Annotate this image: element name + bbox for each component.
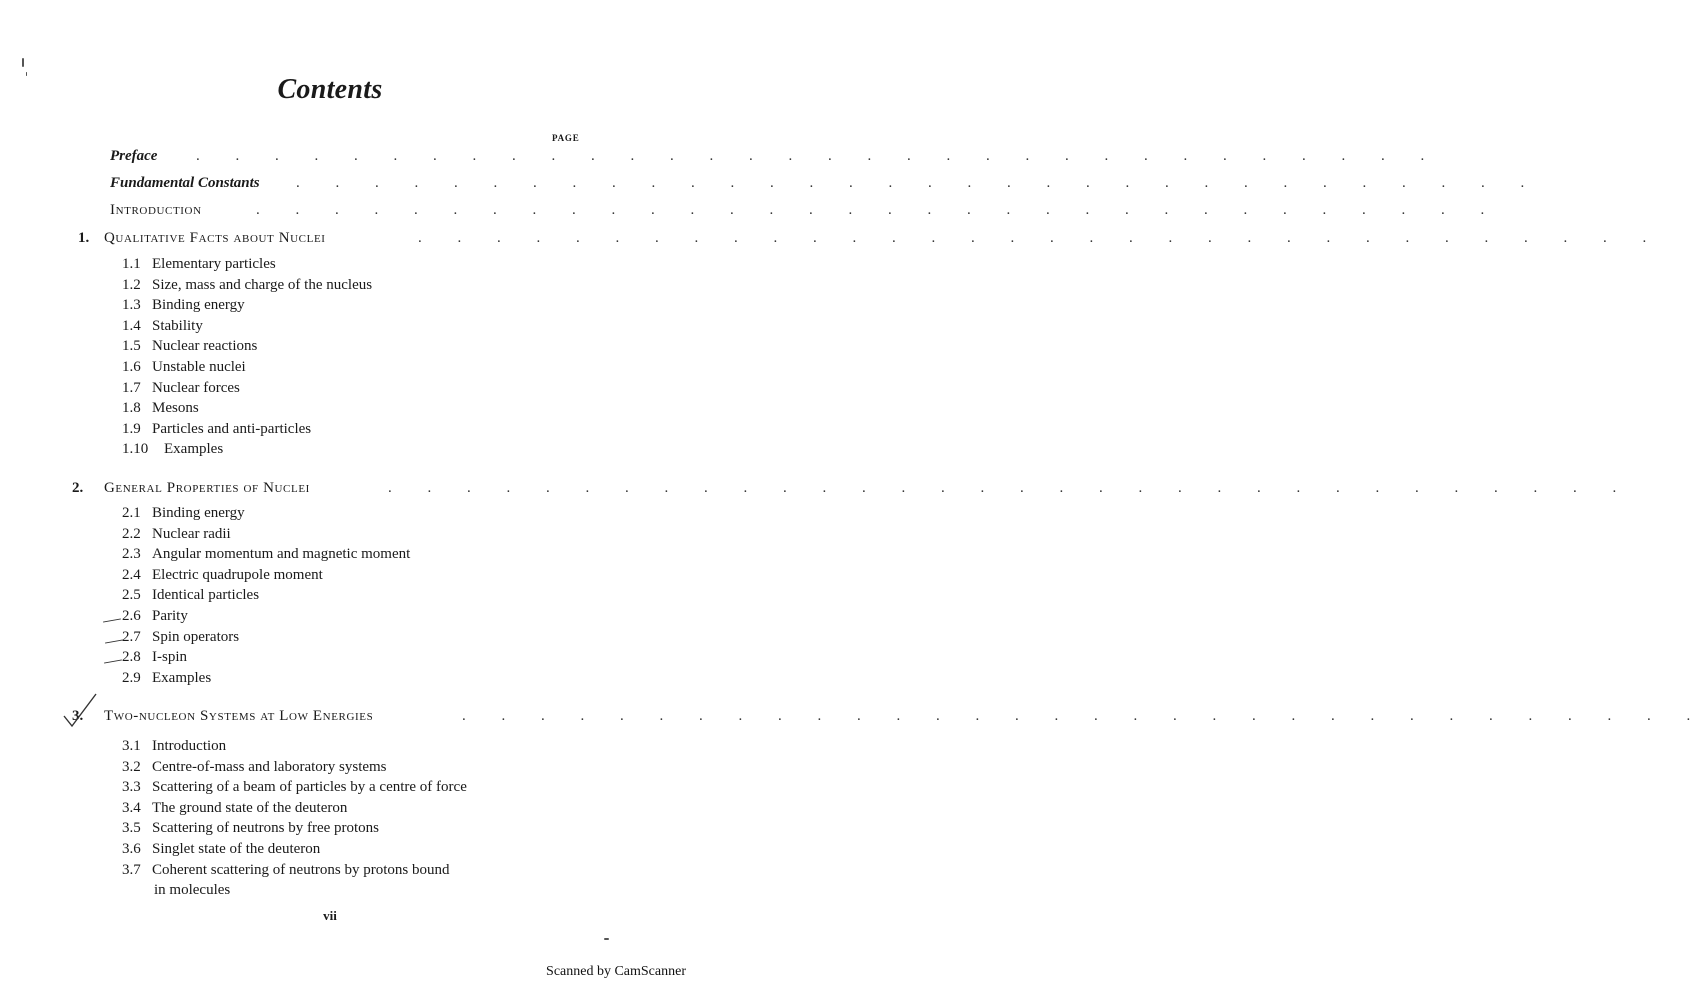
pencil-tick-mark	[103, 618, 121, 622]
section-title: Electric quadrupole moment	[152, 566, 323, 583]
section-title: Binding energy	[152, 505, 245, 521]
pencil-check-mark	[60, 690, 100, 730]
entry-title: Preface	[110, 148, 158, 164]
section-title: Mesons	[152, 400, 199, 417]
chapter-number: 1.	[78, 230, 90, 246]
section-title: Nuclear reactions	[152, 338, 258, 355]
section-title: Identical particles	[152, 587, 260, 604]
section-number: 1.4	[122, 317, 141, 334]
section-title: Elementary particles	[152, 256, 276, 272]
section-title: Particles and anti-particles	[152, 420, 312, 437]
section-number: 3.3	[122, 779, 141, 796]
entry-title: Introduction	[110, 202, 202, 218]
section-number: 1.10	[122, 441, 149, 458]
dot-leader: . . . . . . . . . . . . . . . . . . . . . . . . . . . . . . . .	[196, 148, 1441, 164]
section-number: 2.4	[122, 566, 141, 583]
section-number: 1.6	[122, 359, 141, 375]
scan-speck	[22, 58, 24, 67]
section-number: 2.1	[122, 505, 141, 521]
section-number: 3.7	[122, 861, 141, 878]
dot-leader: . . . . . . . . . . . . . . . . . . . . . . . . . . . . . . . .	[256, 202, 1501, 218]
section-title: Unstable nuclei	[152, 359, 246, 375]
pencil-tick-mark	[105, 639, 123, 643]
page-title: Contents	[277, 74, 383, 105]
chapter-title: General Properties of Nuclei	[104, 480, 310, 496]
section-number: 1.1	[122, 256, 141, 272]
section-number: 2.8	[122, 649, 141, 666]
dot-leader: . . . . . . . . . . . . . . . . . . . . . . . . . . . . . . . .	[296, 175, 1541, 191]
chapter-number: 3.	[72, 708, 84, 724]
section-title: Binding energy	[152, 297, 245, 314]
section-title: Scattering of a beam of particles by a centre of force	[152, 779, 467, 796]
section-number: 2.9	[122, 669, 141, 686]
section-title: Examples	[152, 669, 212, 686]
section-number: 2.7	[122, 628, 141, 645]
section-number: 2.5	[122, 587, 141, 604]
section-title: Introduction	[152, 738, 227, 754]
section-title: Singlet state of the deuteron	[152, 841, 321, 857]
section-title: Size, mass and charge of the nucleus	[152, 276, 373, 293]
section-title: Spin operators	[152, 628, 240, 645]
section-title: Scattering of neutrons by free protons	[152, 820, 380, 837]
section-title: The ground state of the deuteron	[152, 799, 348, 816]
section-title: Coherent scattering of neutrons by protons bound	[152, 861, 450, 878]
scanner-watermark: Scanned by CamScanner	[546, 964, 686, 979]
section-title-line2: in molecules	[154, 881, 231, 898]
section-number: 1.5	[122, 338, 141, 355]
section-number: 1.3	[122, 297, 141, 314]
page-column-heading: PAGE	[552, 133, 580, 143]
section-number: 3.4	[122, 799, 141, 816]
section-title: Nuclear radii	[152, 525, 231, 542]
chapter-number: 2.	[72, 480, 84, 496]
section-title: Parity	[152, 608, 188, 624]
section-number: 3.1	[122, 738, 141, 754]
entry-title: Fundamental Constants	[110, 175, 260, 191]
chapter-title: Two-nucleon Systems at Low Energies	[104, 708, 374, 724]
dot-leader: . . . . . . . . . . . . . . . . . . . . . . . . . . . . . . . .	[462, 708, 1706, 724]
section-number: 3.6	[122, 841, 141, 857]
section-number: 2.6	[122, 608, 141, 624]
scan-speck	[604, 938, 609, 940]
pencil-tick-mark	[104, 659, 122, 663]
section-title: Angular momentum and magnetic moment	[152, 546, 411, 563]
section-number: 1.9	[122, 420, 141, 437]
section-title: I-spin	[152, 649, 187, 666]
dot-leader: . . . . . . . . . . . . . . . . . . . . . . . . . . . . . . . .	[388, 480, 1633, 496]
section-number: 3.5	[122, 820, 141, 837]
section-number: 3.2	[122, 758, 141, 775]
section-number: 1.2	[122, 276, 141, 293]
section-number: 1.7	[122, 379, 141, 396]
section-number: 2.3	[122, 546, 141, 563]
section-number: 1.8	[122, 400, 141, 417]
section-title: Centre-of-mass and laboratory systems	[152, 758, 387, 775]
section-title: Examples	[164, 441, 224, 458]
dot-leader: . . . . . . . . . . . . . . . . . . . . . . . . . . . . . . . .	[418, 230, 1663, 246]
section-title: Stability	[152, 317, 203, 334]
section-number: 2.2	[122, 525, 141, 542]
section-title: Nuclear forces	[152, 379, 240, 396]
chapter-title: Qualitative Facts about Nuclei	[104, 230, 326, 246]
page-folio: vii	[323, 908, 337, 923]
